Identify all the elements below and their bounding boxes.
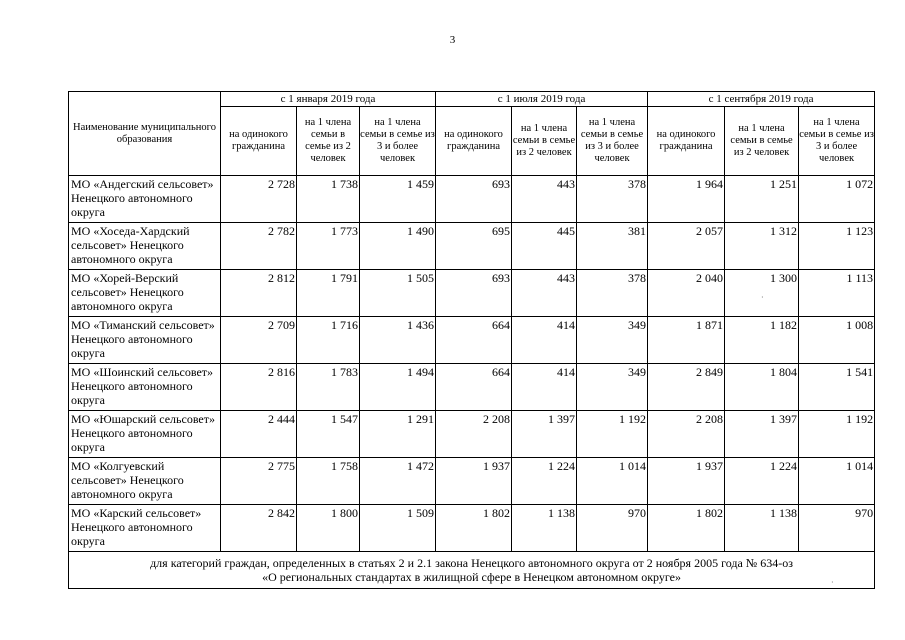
value-cell: 2 208	[436, 411, 512, 458]
value-cell: 2 812	[221, 270, 297, 317]
value-cell: 1 014	[577, 458, 648, 505]
value-cell: 1 113	[799, 270, 875, 317]
value-cell: 970	[799, 505, 875, 552]
table-row	[69, 458, 875, 505]
value-cell: 2 842	[221, 505, 297, 552]
value-cell: 1 251	[725, 176, 799, 223]
value-cell: 1 472	[360, 458, 436, 505]
value-cell: 1 312	[725, 223, 799, 270]
value-cell: 1 138	[512, 505, 577, 552]
value-cell: 1 541	[799, 364, 875, 411]
value-cell: 1 964	[648, 176, 725, 223]
value-cell: 414	[512, 317, 577, 364]
value-cell: 2 775	[221, 458, 297, 505]
value-cell: 1 783	[297, 364, 360, 411]
value-cell: 1 397	[725, 411, 799, 458]
scan-speck: ·	[831, 578, 834, 587]
value-cell: 1 224	[512, 458, 577, 505]
table-body	[69, 176, 875, 552]
table-row	[69, 505, 875, 552]
value-cell: 349	[577, 364, 648, 411]
subheader-single: на одинокого гражданина	[436, 107, 512, 176]
value-cell: 1 937	[436, 458, 512, 505]
value-cell: 1 291	[360, 411, 436, 458]
value-cell: 1 494	[360, 364, 436, 411]
table-row	[69, 176, 875, 223]
value-cell: 443	[512, 270, 577, 317]
value-cell: 378	[577, 176, 648, 223]
value-cell: 1 192	[799, 411, 875, 458]
municipality-name: МО «Андегский сельсовет» Ненецкого автономного округа	[69, 176, 221, 223]
living-wage-table	[68, 91, 875, 589]
name-column-header: Наименование муниципального образования	[69, 92, 221, 176]
value-cell: 1 192	[577, 411, 648, 458]
value-cell: 1 459	[360, 176, 436, 223]
value-cell: 1 738	[297, 176, 360, 223]
subheader-family-3: на 1 члена семьи в семье из 3 и более человек	[577, 107, 648, 176]
value-cell: 970	[577, 505, 648, 552]
municipality-name: МО «Колгуевский сельсовет» Ненецкого автономного округа	[69, 458, 221, 505]
value-cell: 695	[436, 223, 512, 270]
value-cell: 1 436	[360, 317, 436, 364]
value-cell: 349	[577, 317, 648, 364]
table-row	[69, 364, 875, 411]
value-cell: 1 802	[436, 505, 512, 552]
period-header: с 1 июля 2019 года	[436, 92, 648, 107]
footer-line-1: для категорий граждан, определенных в статьях 2 и 2.1 закона Ненецкого автономного округа от 2 ноября 2005 года № 634-оз	[150, 556, 793, 570]
value-cell: 1 008	[799, 317, 875, 364]
value-cell: 2 782	[221, 223, 297, 270]
value-cell: 1 123	[799, 223, 875, 270]
table-row	[69, 317, 875, 364]
value-cell: 1 138	[725, 505, 799, 552]
value-cell: 443	[512, 176, 577, 223]
municipality-name: МО «Шоинский сельсовет» Ненецкого автономного округа	[69, 364, 221, 411]
subheader-single: на одинокого гражданина	[648, 107, 725, 176]
value-cell: 1 505	[360, 270, 436, 317]
value-cell: 1 509	[360, 505, 436, 552]
value-cell: 664	[436, 317, 512, 364]
value-cell: 414	[512, 364, 577, 411]
value-cell: 1 802	[648, 505, 725, 552]
value-cell: 1 937	[648, 458, 725, 505]
value-cell: 1 716	[297, 317, 360, 364]
value-cell: 2 849	[648, 364, 725, 411]
value-cell: 1 804	[725, 364, 799, 411]
table-row	[69, 411, 875, 458]
value-cell: 693	[436, 270, 512, 317]
municipality-name: МО «Юшарский сельсовет» Ненецкого автономного округа	[69, 411, 221, 458]
scan-speck: ·	[761, 293, 764, 302]
value-cell: 1 791	[297, 270, 360, 317]
period-header: с 1 января 2019 года	[221, 92, 436, 107]
municipality-name: МО «Тиманский сельсовет» Ненецкого автономного округа	[69, 317, 221, 364]
value-cell: 378	[577, 270, 648, 317]
table-footer-note	[69, 552, 875, 589]
footer-line-2: «О региональных стандартах в жилищной сфере в Ненецком автономном округе»	[262, 570, 681, 584]
value-cell: 1 490	[360, 223, 436, 270]
value-cell: 2 728	[221, 176, 297, 223]
value-cell: 693	[436, 176, 512, 223]
subheader-family-2: на 1 члена семьи в семье из 2 человек	[297, 107, 360, 176]
subheader-family-2: на 1 члена семьи в семье из 2 человек	[725, 107, 799, 176]
value-cell: 1 547	[297, 411, 360, 458]
municipality-name: МО «Хоседа-Хардский сельсовет» Ненецкого автономного округа	[69, 223, 221, 270]
value-cell: 664	[436, 364, 512, 411]
subheader-family-2: на 1 члена семьи в семье из 2 человек	[512, 107, 577, 176]
value-cell: 2 040	[648, 270, 725, 317]
table-row	[69, 270, 875, 317]
value-cell: 2 709	[221, 317, 297, 364]
value-cell: 2 208	[648, 411, 725, 458]
page-number: 3	[449, 34, 456, 46]
value-cell: 1 072	[799, 176, 875, 223]
table-row	[69, 223, 875, 270]
value-cell: 1 300	[725, 270, 799, 317]
value-cell: 1 182	[725, 317, 799, 364]
value-cell: 1 871	[648, 317, 725, 364]
municipality-name: МО «Хорей-Верский сельсовет» Ненецкого автономного округа	[69, 270, 221, 317]
subheader-family-3: на 1 члена семьи в семье из 3 и более человек	[360, 107, 436, 176]
subheader-single: на одинокого гражданина	[221, 107, 297, 176]
value-cell: 1 014	[799, 458, 875, 505]
value-cell: 2 444	[221, 411, 297, 458]
period-header: с 1 сентября 2019 года	[648, 92, 875, 107]
value-cell: 1 773	[297, 223, 360, 270]
value-cell: 2 816	[221, 364, 297, 411]
value-cell: 2 057	[648, 223, 725, 270]
value-cell: 381	[577, 223, 648, 270]
value-cell: 1 758	[297, 458, 360, 505]
value-cell: 445	[512, 223, 577, 270]
value-cell: 1 224	[725, 458, 799, 505]
municipality-name: МО «Карский сельсовет» Ненецкого автономного округа	[69, 505, 221, 552]
value-cell: 1 800	[297, 505, 360, 552]
subheader-family-3: на 1 члена семьи в семье из 3 и более человек	[799, 107, 875, 176]
value-cell: 1 397	[512, 411, 577, 458]
